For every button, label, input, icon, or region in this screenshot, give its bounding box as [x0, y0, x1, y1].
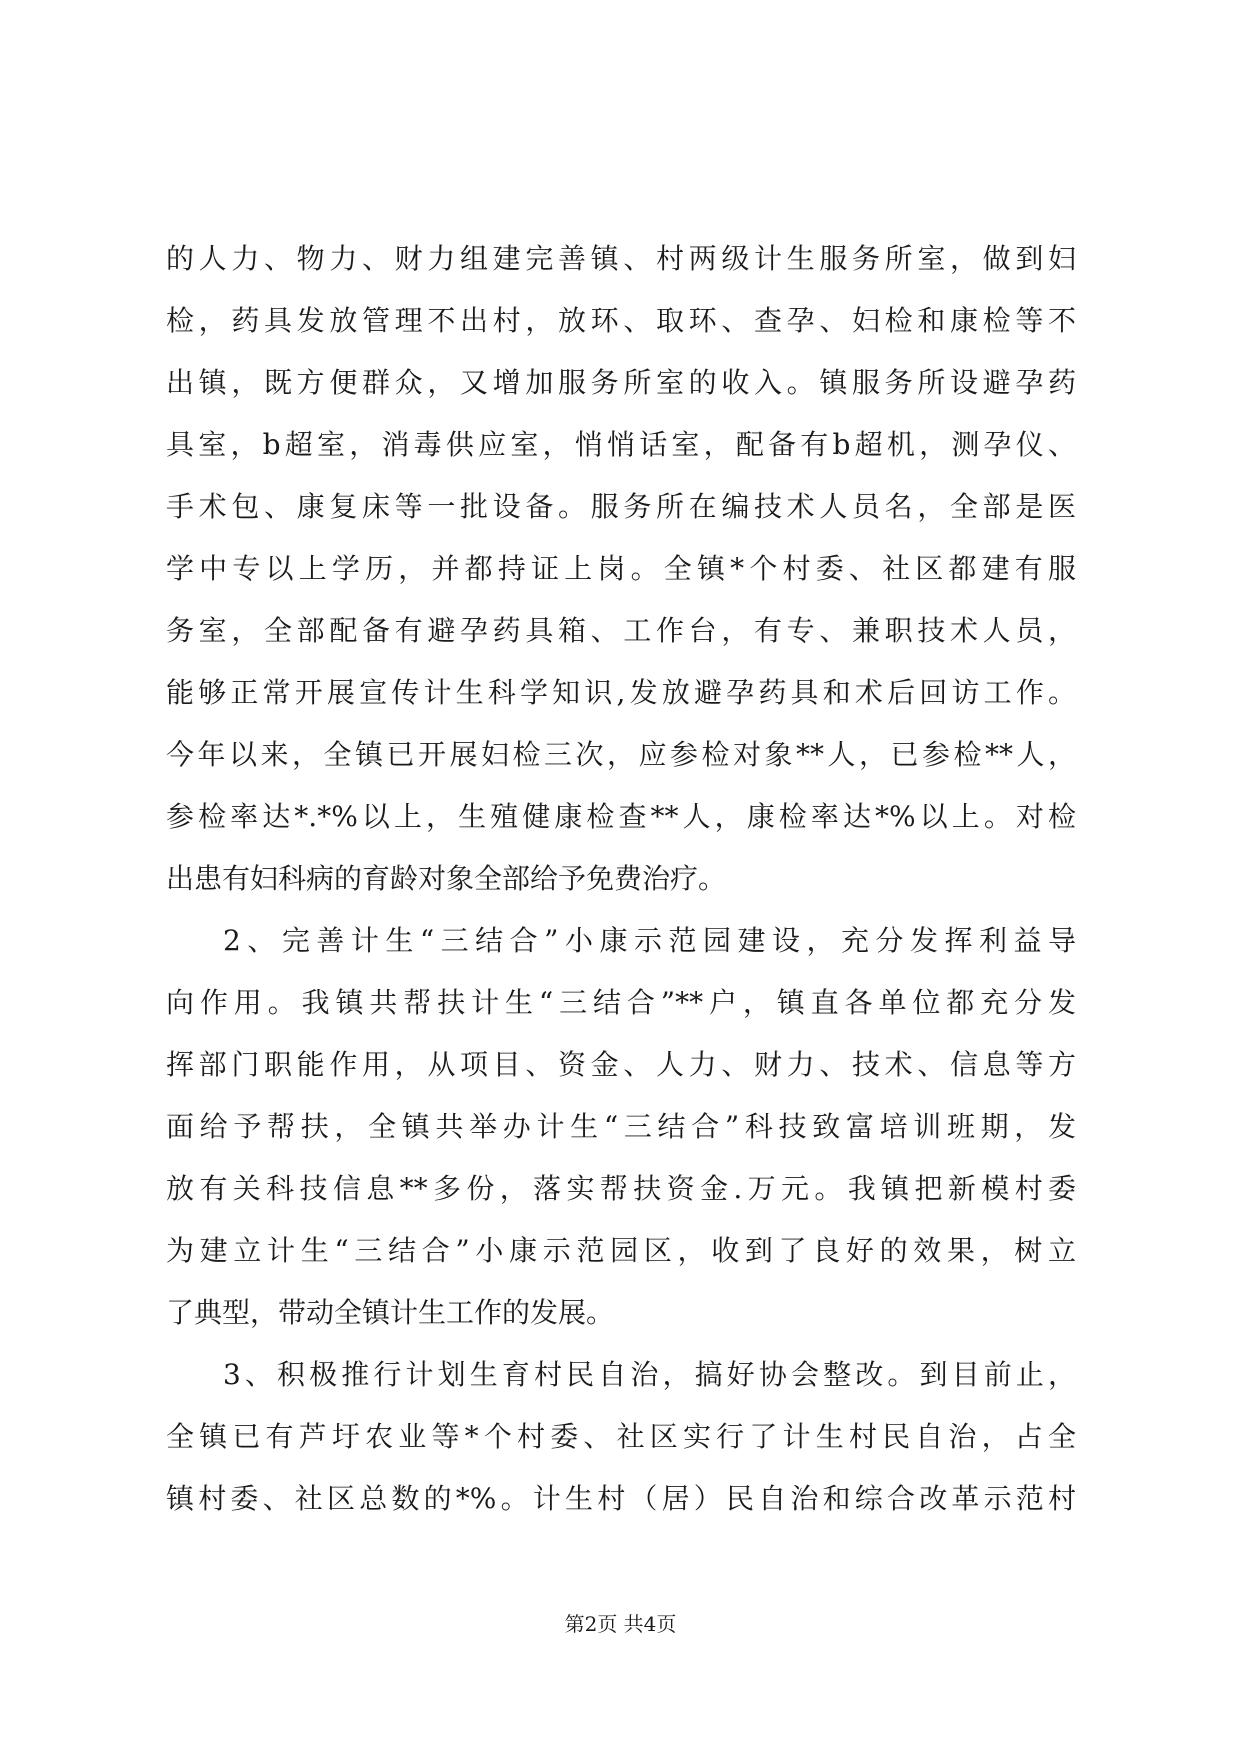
- text-line: 挥部门职能作用，从项目、资金、人力、财力、技术、信息等方: [166, 1048, 1076, 1081]
- text-line: 能够正常开展宣传计生科学知识,发放避孕药具和术后回访工作。: [166, 676, 1076, 709]
- paragraph: [166, 228, 1076, 910]
- text-line: 放有关科技信息**多份，落实帮扶资金.万元。我镇把新模村委: [166, 1172, 1076, 1205]
- text-line: 2、完善计生“三结合”小康示范园建设，充分发挥利益导: [223, 924, 1076, 957]
- page-number-footer: 第2页 共4页: [564, 1612, 677, 1636]
- document-body: [166, 228, 1076, 1530]
- text-line: 参检率达*.*%以上，生殖健康检查**人，康检率达*%以上。对检: [166, 800, 1076, 833]
- text-line: 具室，b超室，消毒供应室，悄悄话室，配备有b超机，测孕仪、: [166, 428, 1076, 461]
- text-line: 学中专以上学历，并都持证上岗。全镇*个村委、社区都建有服: [166, 552, 1076, 585]
- text-line: 为建立计生“三结合”小康示范园区，收到了良好的效果，树立: [166, 1234, 1076, 1267]
- text-line: 务室，全部配备有避孕药具箱、工作台，有专、兼职技术人员，: [166, 614, 1076, 647]
- text-line: 全镇已有芦圩农业等*个村委、社区实行了计生村民自治，占全: [166, 1420, 1076, 1453]
- text-line: 面给予帮扶，全镇共举办计生“三结合”科技致富培训班期，发: [166, 1110, 1076, 1143]
- text-line: 检，药具发放管理不出村，放环、取环、查孕、妇检和康检等不: [166, 304, 1076, 337]
- text-line: 向作用。我镇共帮扶计生“三结合”**户，镇直各单位都充分发: [166, 986, 1076, 1019]
- text-line: 今年以来，全镇已开展妇检三次，应参检对象**人，已参检**人，: [166, 738, 1076, 771]
- text-line: 手术包、康复床等一批设备。服务所在编技术人员名，全部是医: [166, 490, 1076, 523]
- text-line: 了典型，带动全镇计生工作的发展。: [166, 1296, 615, 1329]
- text-line: 出镇，既方便群众，又增加服务所室的收入。镇服务所设避孕药: [166, 366, 1076, 399]
- text-line: 出患有妇科病的育龄对象全部给予免费治疗。: [166, 862, 727, 895]
- paragraph: [166, 910, 1076, 1344]
- text-line: 的人力、物力、财力组建完善镇、村两级计生服务所室，做到妇: [166, 242, 1076, 275]
- text-line: 镇村委、社区总数的*%。计生村（居）民自治和综合改革示范村: [166, 1482, 1076, 1515]
- paragraph: [166, 1344, 1076, 1530]
- text-line: 3、积极推行计划生育村民自治，搞好协会整改。到目前止，: [223, 1358, 1076, 1391]
